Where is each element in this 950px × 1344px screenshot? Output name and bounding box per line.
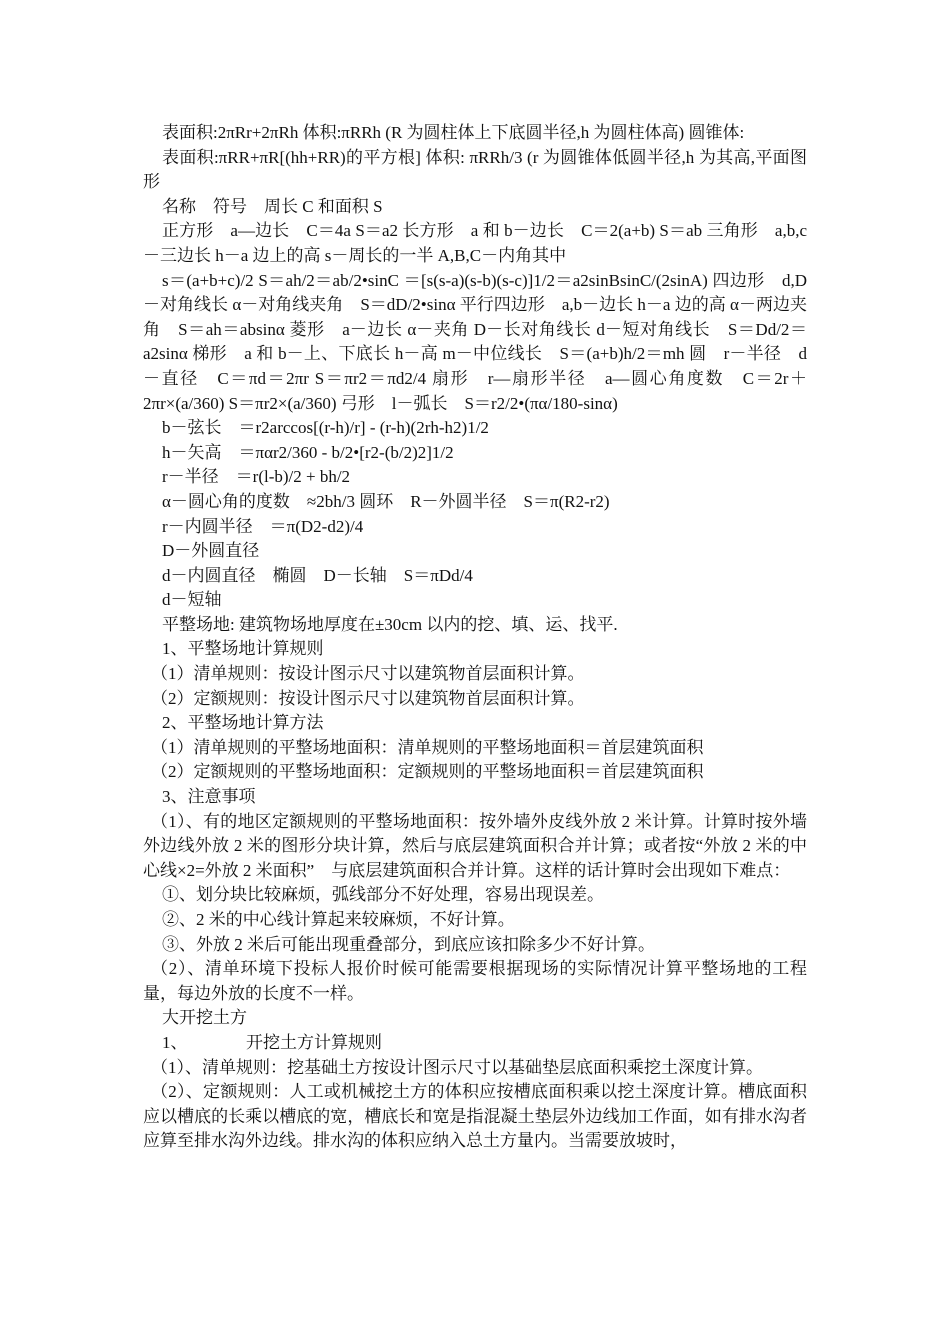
paragraph: r－半径 ＝r(l-b)/2 + bh/2 (162, 467, 351, 487)
paragraph: （1）、清单规则：挖基础土方按设计图示尺寸以基础垫层底面积乘挖土深度计算。 (151, 1057, 763, 1077)
section-heading: 2、平整场地计算方法 (162, 713, 324, 733)
paragraph: （1）清单规则：按设计图示尺寸以建筑物首层面积计算。 (151, 664, 585, 684)
paragraph: α－圆心角的度数 ≈2bh/3 圆环 R－外圆半径 S＝π(R2-r2) (162, 491, 610, 511)
paragraph: d－内圆直径 椭圆 D－长轴 S＝πDd/4 (162, 565, 473, 585)
paragraph: 平整场地: 建筑物场地厚度在±30cm 以内的挖、填、运、找平. (162, 614, 618, 634)
paragraph: （2）、清单环境下投标人报价时候可能需要根据现场的实际情况计算平整场地的工程量，每边外放的长度不一样。 (143, 959, 807, 1003)
section-heading: 大开挖土方 (162, 1008, 247, 1028)
section-heading: 1、平整场地计算规则 (162, 639, 324, 659)
paragraph: ③、外放 2 米后可能出现重叠部分，到底应该扣除多少不好计算。 (162, 934, 655, 954)
paragraph: d－短轴 (162, 590, 222, 610)
paragraph: b－弦长 ＝r2arccos[(r-h)/r] - (r-h)(2rh-h2)1/2 (162, 418, 489, 438)
paragraph: 名称 符号 周长 C 和面积 S (162, 196, 383, 216)
heading-number: 1、 (162, 1032, 188, 1052)
paragraph: （1）、有的地区定额规则的平整场地面积：按外墙外皮线外放 2 米计算。计算时按外墙外边线外放 2 米的图形分块计算，然后与底层建筑面积合并计算；或者按“外放 2 米的中心线×2=外放 2 米面积” 与底层建筑面积合并计算。这样的话计算时会出现如下难点： (143, 811, 807, 880)
paragraph: s＝(a+b+c)/2 S＝ah/2＝ab/2•sinC ＝[s(s-a)(s-b)(s-c)]1/2＝a2sinBsinC/(2sinA) 四边形 d,D－对角线长 α－对角线夹角 S＝dD/2•sinα 平行四边形 a,b－边长 h－a 边的高 α－两边夹角 S＝ah＝absinα 菱形 a－边长 α－夹角 D－长对角线长 d－短对角线长 S＝Dd/2＝a2sinα 梯形 a 和 b－上、下底长 h－高 m－中位线长 S＝(a+b)h/2＝mh 圆 r－半径 d－直径 C＝πd＝2πr S＝πr2＝πd2/4 扇形 r—扇形半径 a—圆心角度数 C＝2r＋2πr×(a/360) S＝πr2×(a/360) 弓形 l－弧长 S＝r2/2•(πα/180-sinα) (143, 270, 807, 413)
paragraph: （2）、定额规则：人工或机械挖土方的体积应按槽底面积乘以挖土深度计算。槽底面积应以槽底的长乘以槽底的宽，槽底长和宽是指混凝土垫层外边线加工作面，如有排水沟者应算至排水沟外边线。排水沟的体积应纳入总土方量内。当需要放坡时， (143, 1082, 807, 1151)
paragraph: 正方形 a—边长 C＝4a S＝a2 长方形 a 和 b－边长 C＝2(a+b) S＝ab 三角形 a,b,c－三边长 h－a 边上的高 s－周长的一半 A,B,C－内角其中 (143, 221, 807, 265)
paragraph: 表面积:2πRr+2πRh 体积:πRRh (R 为圆柱体上下底圆半径,h 为圆柱体高) 圆锥体: (162, 123, 745, 142)
paragraph: D－外圆直径 (162, 541, 260, 561)
paragraph: （1）清单规则的平整场地面积：清单规则的平整场地面积＝首层建筑面积 (151, 737, 704, 757)
paragraph: （2）定额规则的平整场地面积：定额规则的平整场地面积＝首层建筑面积 (151, 762, 704, 782)
heading-text: 开挖土方计算规则 (246, 1032, 382, 1052)
paragraph: ①、划分块比较麻烦，弧线部分不好处理，容易出现误差。 (162, 885, 604, 905)
paragraph: r－内圆半径 ＝π(D2-d2)/4 (162, 516, 364, 536)
section-heading (143, 1031, 807, 1056)
paragraph: h－矢高 ＝παr2/360 - b/2•[r2-(b/2)2]1/2 (162, 442, 454, 462)
paragraph: （2）定额规则：按设计图示尺寸以建筑物首层面积计算。 (151, 688, 585, 708)
document-body (143, 121, 807, 1154)
paragraph: ②、2 米的中心线计算起来较麻烦，不好计算。 (162, 910, 515, 929)
section-heading: 3、注意事项 (162, 787, 256, 807)
paragraph: 表面积:πRR+πR[(hh+RR)的平方根] 体积: πRRh/3 (r 为圆锥体低圆半径,h 为其高,平面图形 (143, 147, 807, 192)
